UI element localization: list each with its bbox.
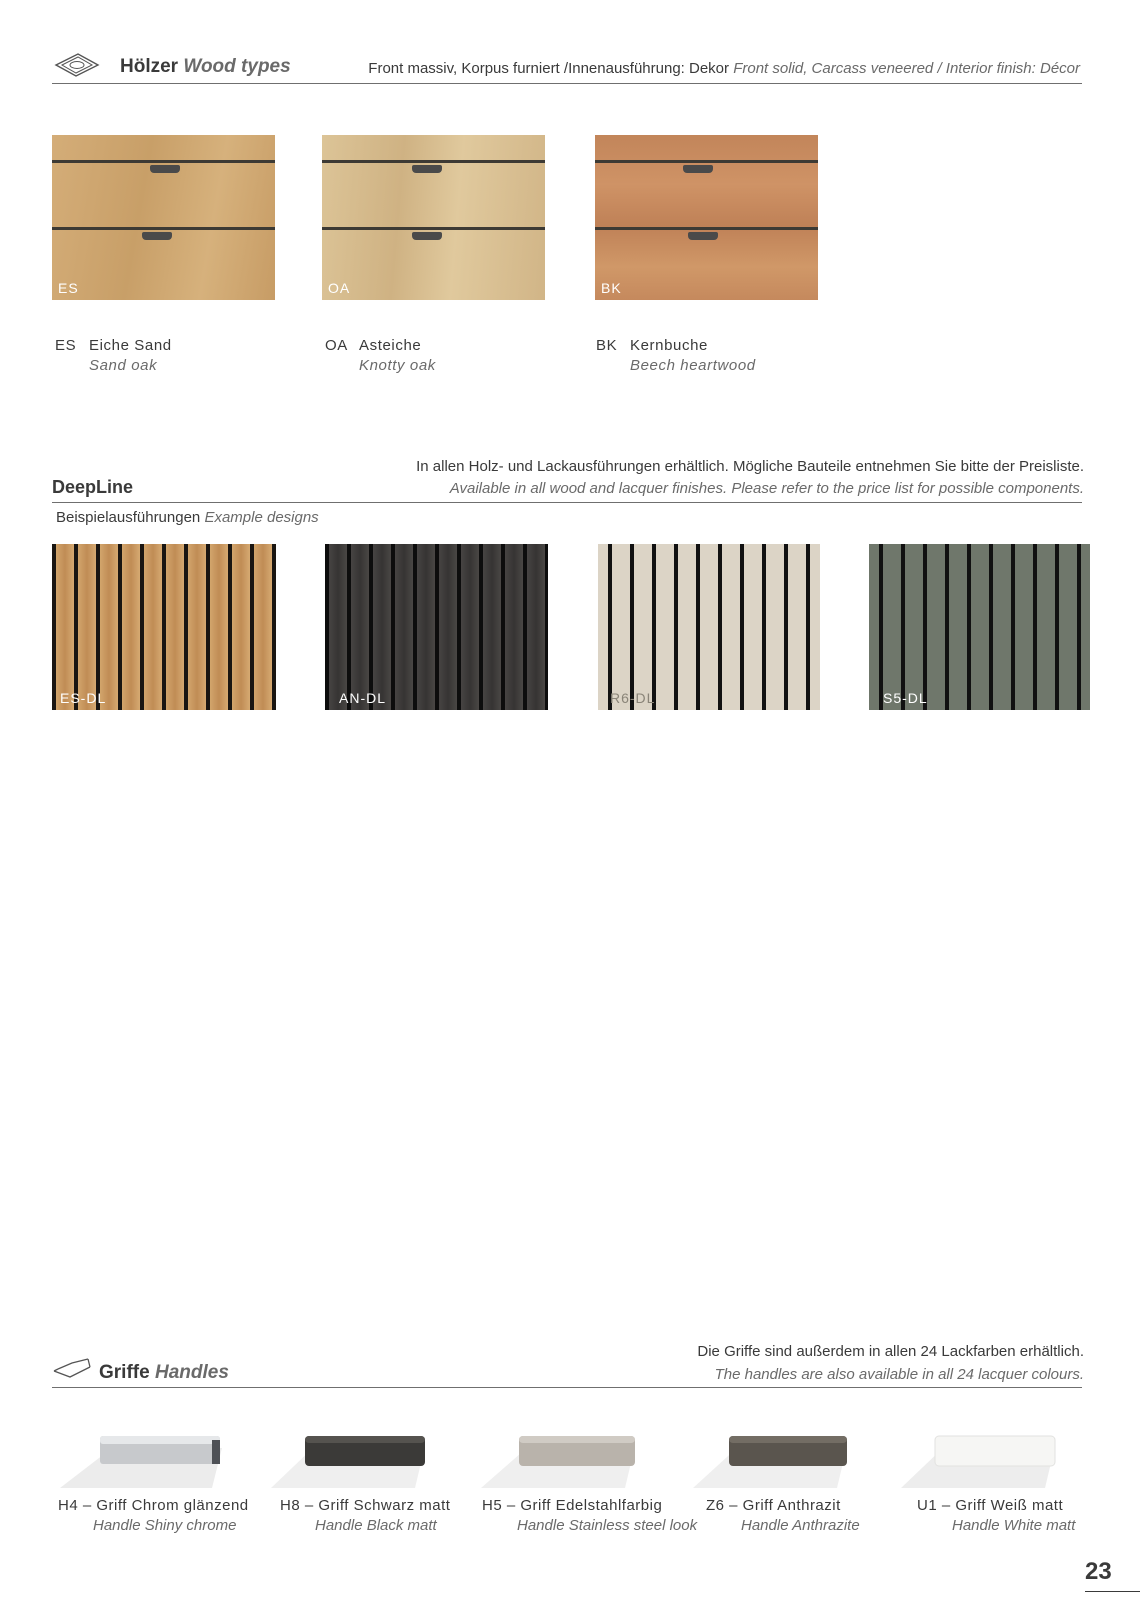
deepline-divider — [52, 502, 1082, 503]
handle-icon — [683, 165, 713, 173]
handle-icon — [150, 165, 180, 173]
slat-pattern — [869, 544, 1090, 710]
handles-icon — [52, 1357, 92, 1381]
wood-swatch-es — [52, 135, 275, 300]
handle-icon — [412, 232, 442, 240]
label-code: OA — [325, 337, 348, 354]
handle-name-de: Z6 – Griff Anthrazit — [706, 1497, 841, 1514]
swatch-code: OA — [328, 280, 351, 296]
handle-name-en: Handle Stainless steel look — [517, 1517, 698, 1534]
handle-name-de: H4 – Griff Chrom glänzend — [58, 1497, 249, 1514]
wood-note-de: Front massiv, Korpus furniert /Innenausführung: Dekor — [368, 60, 730, 77]
swatch-code: S5-DL — [883, 690, 928, 706]
page-number: 23 — [1085, 1558, 1112, 1585]
handles-title-de: Griffe — [99, 1362, 150, 1383]
deepline-swatch-s5 — [869, 544, 1090, 710]
swatch-code: ES — [58, 280, 79, 296]
wood-types-icon — [52, 50, 100, 80]
deepline-sub-de: Beispielausführungen — [56, 509, 201, 526]
swatch-code: R6-DL — [610, 690, 656, 706]
wood-divider — [52, 83, 1082, 84]
wood-note-en: Front solid, Carcass veneered / Interior finish: Décor — [733, 60, 1080, 77]
label-de: Asteiche — [359, 337, 422, 354]
handles-title — [99, 1362, 229, 1384]
handle-name-de: H8 – Griff Schwarz matt — [280, 1497, 451, 1514]
handle-name-en: Handle Shiny chrome — [93, 1517, 237, 1534]
slat-pattern — [598, 544, 820, 710]
wood-swatch-oa — [322, 135, 545, 300]
label-code: BK — [596, 337, 618, 354]
drawer-divider — [52, 160, 275, 163]
page-number-rule — [1085, 1591, 1140, 1592]
handle-name-en: Handle Anthrazite — [741, 1517, 860, 1534]
wood-title-de: Hölzer — [120, 56, 179, 77]
label-de: Kernbuche — [630, 337, 708, 354]
wood-label-bk — [596, 337, 756, 374]
label-en: Sand oak — [89, 357, 158, 374]
handles-title-en: Handles — [154, 1362, 229, 1383]
handle-caption-u1 — [917, 1497, 1075, 1534]
handle-name-de: U1 – Griff Weiß matt — [917, 1497, 1064, 1514]
handles-note-en: The handles are also available in all 24 lacquer colours. — [714, 1366, 1084, 1383]
label-en: Knotty oak — [359, 357, 436, 374]
handle-name-en: Handle White matt — [952, 1517, 1076, 1534]
handle-image-chrome — [52, 1410, 232, 1500]
label-en: Beech heartwood — [630, 357, 756, 374]
wood-title-en: Wood types — [183, 56, 291, 77]
swatch-code: ES-DL — [60, 690, 107, 706]
deepline-swatch-es — [52, 544, 276, 710]
deepline-note-en: Available in all wood and lacquer finishes. Please refer to the price list for possible components. — [449, 480, 1084, 497]
wood-label-oa — [325, 337, 436, 374]
wood-note — [368, 60, 1080, 77]
label-de: Eiche Sand — [89, 337, 172, 354]
deepline-note-de: In allen Holz- und Lackausführungen erhältlich. Mögliche Bauteile entnehmen Sie bitte der Preisliste. — [416, 458, 1084, 475]
label-code: ES — [55, 337, 77, 354]
wood-label-es — [55, 337, 172, 374]
drawer-divider — [52, 227, 275, 230]
handle-icon — [688, 232, 718, 240]
handles-note-de: Die Griffe sind außerdem in allen 24 Lackfarben erhältlich. — [697, 1343, 1084, 1360]
swatch-code: BK — [601, 280, 622, 296]
handle-caption-h4 — [58, 1497, 249, 1534]
slat-pattern — [52, 544, 276, 710]
handles-divider — [52, 1387, 1082, 1388]
drawer-divider — [322, 227, 545, 230]
deepline-swatch-r6 — [598, 544, 820, 710]
handle-image-stainless — [475, 1410, 655, 1500]
swatch-code: AN-DL — [339, 690, 387, 706]
handle-caption-h5 — [482, 1497, 697, 1534]
handle-image-white — [895, 1410, 1075, 1500]
handle-icon — [412, 165, 442, 173]
handle-caption-z6 — [706, 1497, 860, 1534]
handle-icon — [142, 232, 172, 240]
deepline-title: DeepLine — [52, 477, 134, 497]
handle-name-de: H5 – Griff Edelstahlfarbig — [482, 1497, 663, 1514]
deepline-sub-en: Example designs — [204, 509, 319, 526]
wood-types-title — [120, 56, 291, 78]
deepline-subtitle — [56, 509, 319, 526]
slat-pattern — [325, 544, 548, 710]
handle-name-en: Handle Black matt — [315, 1517, 437, 1534]
wood-swatch-bk — [595, 135, 818, 300]
handle-image-anthracite — [687, 1410, 867, 1500]
deepline-swatch-an — [325, 544, 548, 710]
drawer-divider — [322, 160, 545, 163]
drawer-divider — [595, 227, 818, 230]
drawer-divider — [595, 160, 818, 163]
handle-image-black — [265, 1410, 445, 1500]
handle-caption-h8 — [280, 1497, 450, 1534]
